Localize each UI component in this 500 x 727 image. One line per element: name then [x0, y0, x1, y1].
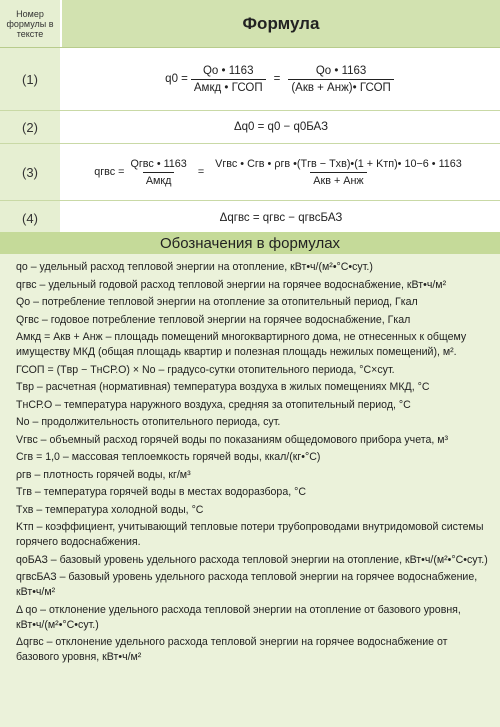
list-item: Tгв – температура горячей воды в местах водоразбора, °С	[16, 486, 306, 498]
table-row	[0, 111, 500, 144]
list-item: qо – удельный расход тепловой энергии на отопление, кВт•ч/(м²•°С•сут.)	[16, 261, 373, 273]
fraction-numerator: Qо • 1163	[202, 64, 254, 77]
fraction-numerator: Qо • 1163	[315, 64, 367, 77]
number-column-header: Номер формулы в тексте	[0, 0, 62, 47]
formula-number: (4)	[0, 201, 62, 235]
fraction-numerator: Qгвс • 1163	[130, 157, 187, 170]
table-row	[0, 201, 500, 236]
list-item: Δqгвс – отклонение удельного расхода тепловой энергии на горячее водоснабжение от базового уровня, кВт•ч/м²	[16, 636, 448, 663]
list-item: Qгвс – годовое потребление тепловой энергии на горячее водоснабжение, Гкал	[16, 313, 411, 326]
list-item: Tвр – расчетная (нормативная) температура воздуха в жилых помещениях МКД, °С	[16, 381, 430, 393]
formula-number: (1)	[0, 48, 62, 110]
formula-1-fraction-1	[191, 65, 266, 94]
formula-3-fraction-2	[212, 158, 465, 187]
formula-table	[0, 0, 500, 236]
list-item: TнСР.О – температура наружного воздуха, средняя за отопительный период, °С	[16, 398, 411, 411]
table-row	[0, 144, 500, 201]
formula-3-lhs: qгвс =	[94, 166, 125, 178]
fraction-denominator: (Aкв + Aнж)• ГСОП	[288, 79, 394, 94]
list-item: qгвсБАЗ – базовый уровень удельного расхода тепловой энергии на горячее водоснабжение, кВт•ч/м²	[16, 571, 478, 598]
table-row	[0, 48, 500, 111]
fraction-denominator: Aкв + Aнж	[310, 172, 366, 187]
equals-sign: =	[197, 166, 205, 178]
fraction-denominator: Aмкд • ГСОП	[191, 79, 266, 94]
formula-1	[62, 48, 500, 110]
formula-3-fraction-1	[127, 158, 189, 187]
notation-title: Обозначения в формулах	[0, 232, 500, 254]
equals-sign: =	[273, 73, 281, 85]
list-item: Qо – потребление тепловой энергии на отопление за отопительный период, Гкал	[16, 296, 418, 308]
formula-column-header: Формула	[62, 0, 500, 47]
formula-3	[62, 144, 500, 200]
list-item: Tхв – температура холодной воды, °С	[16, 503, 204, 516]
formula-4: Δqгвс = qгвс − qгвсБАЗ	[62, 201, 500, 235]
list-item: Vгвс – объемный расход горячей воды по показаниям общедомового прибора учета, м³	[16, 433, 449, 446]
list-item: Aмкд = Aкв + Aнж – площадь помещений многоквартирного дома, не отнесенных к общему имуществу МКД (общая площадь квартир и полезная площадь нежилых помещений), м².	[16, 331, 467, 358]
list-item: Cгв = 1,0 – массовая теплоемкость горячей воды, ккал/(кг•°С)	[16, 451, 321, 463]
list-item: Δ qо – отклонение удельного расхода тепловой энергии на отопление от базового уровня, кВт•ч/(м²•°С•сут.)	[16, 603, 461, 631]
formula-2: Δq0 = q0 − q0БАЗ	[62, 111, 500, 143]
formula-1-fraction-2	[288, 65, 394, 94]
list-item: Kтп – коэффициент, учитывающий тепловые потери трубопроводами внутридомовой системы горячего водоснабжения.	[16, 521, 484, 548]
fraction-denominator: Aмкд	[143, 172, 175, 187]
list-item: qоБАЗ – базовый уровень удельного расхода тепловой энергии на отопление, кВт•ч/(м²•°С•сут.)	[16, 553, 488, 566]
formula-number: (2)	[0, 111, 62, 143]
list-item: Nо – продолжительность отопительного периода, сут.	[16, 416, 281, 428]
formula-number: (3)	[0, 144, 62, 200]
list-item: ГСОП = (Tвр − TнСР.О) × Nо – градусо-сутки отопительного периода, °С×сут.	[16, 363, 395, 376]
list-item: ρгв – плотность горячей воды, кг/м³	[16, 468, 191, 481]
fraction-numerator: Vгвс • Cгв • ρгв •(Tгв − Tхв)•(1 + Kтп)• 10−6 • 1163	[215, 157, 462, 170]
table-header-row	[0, 0, 500, 48]
list-item: qгвс – удельный годовой расход тепловой энергии на горячее водоснабжение, кВт•ч/м²	[16, 278, 447, 291]
formula-1-lhs: q0 =	[165, 73, 188, 85]
notation-list	[0, 254, 500, 727]
